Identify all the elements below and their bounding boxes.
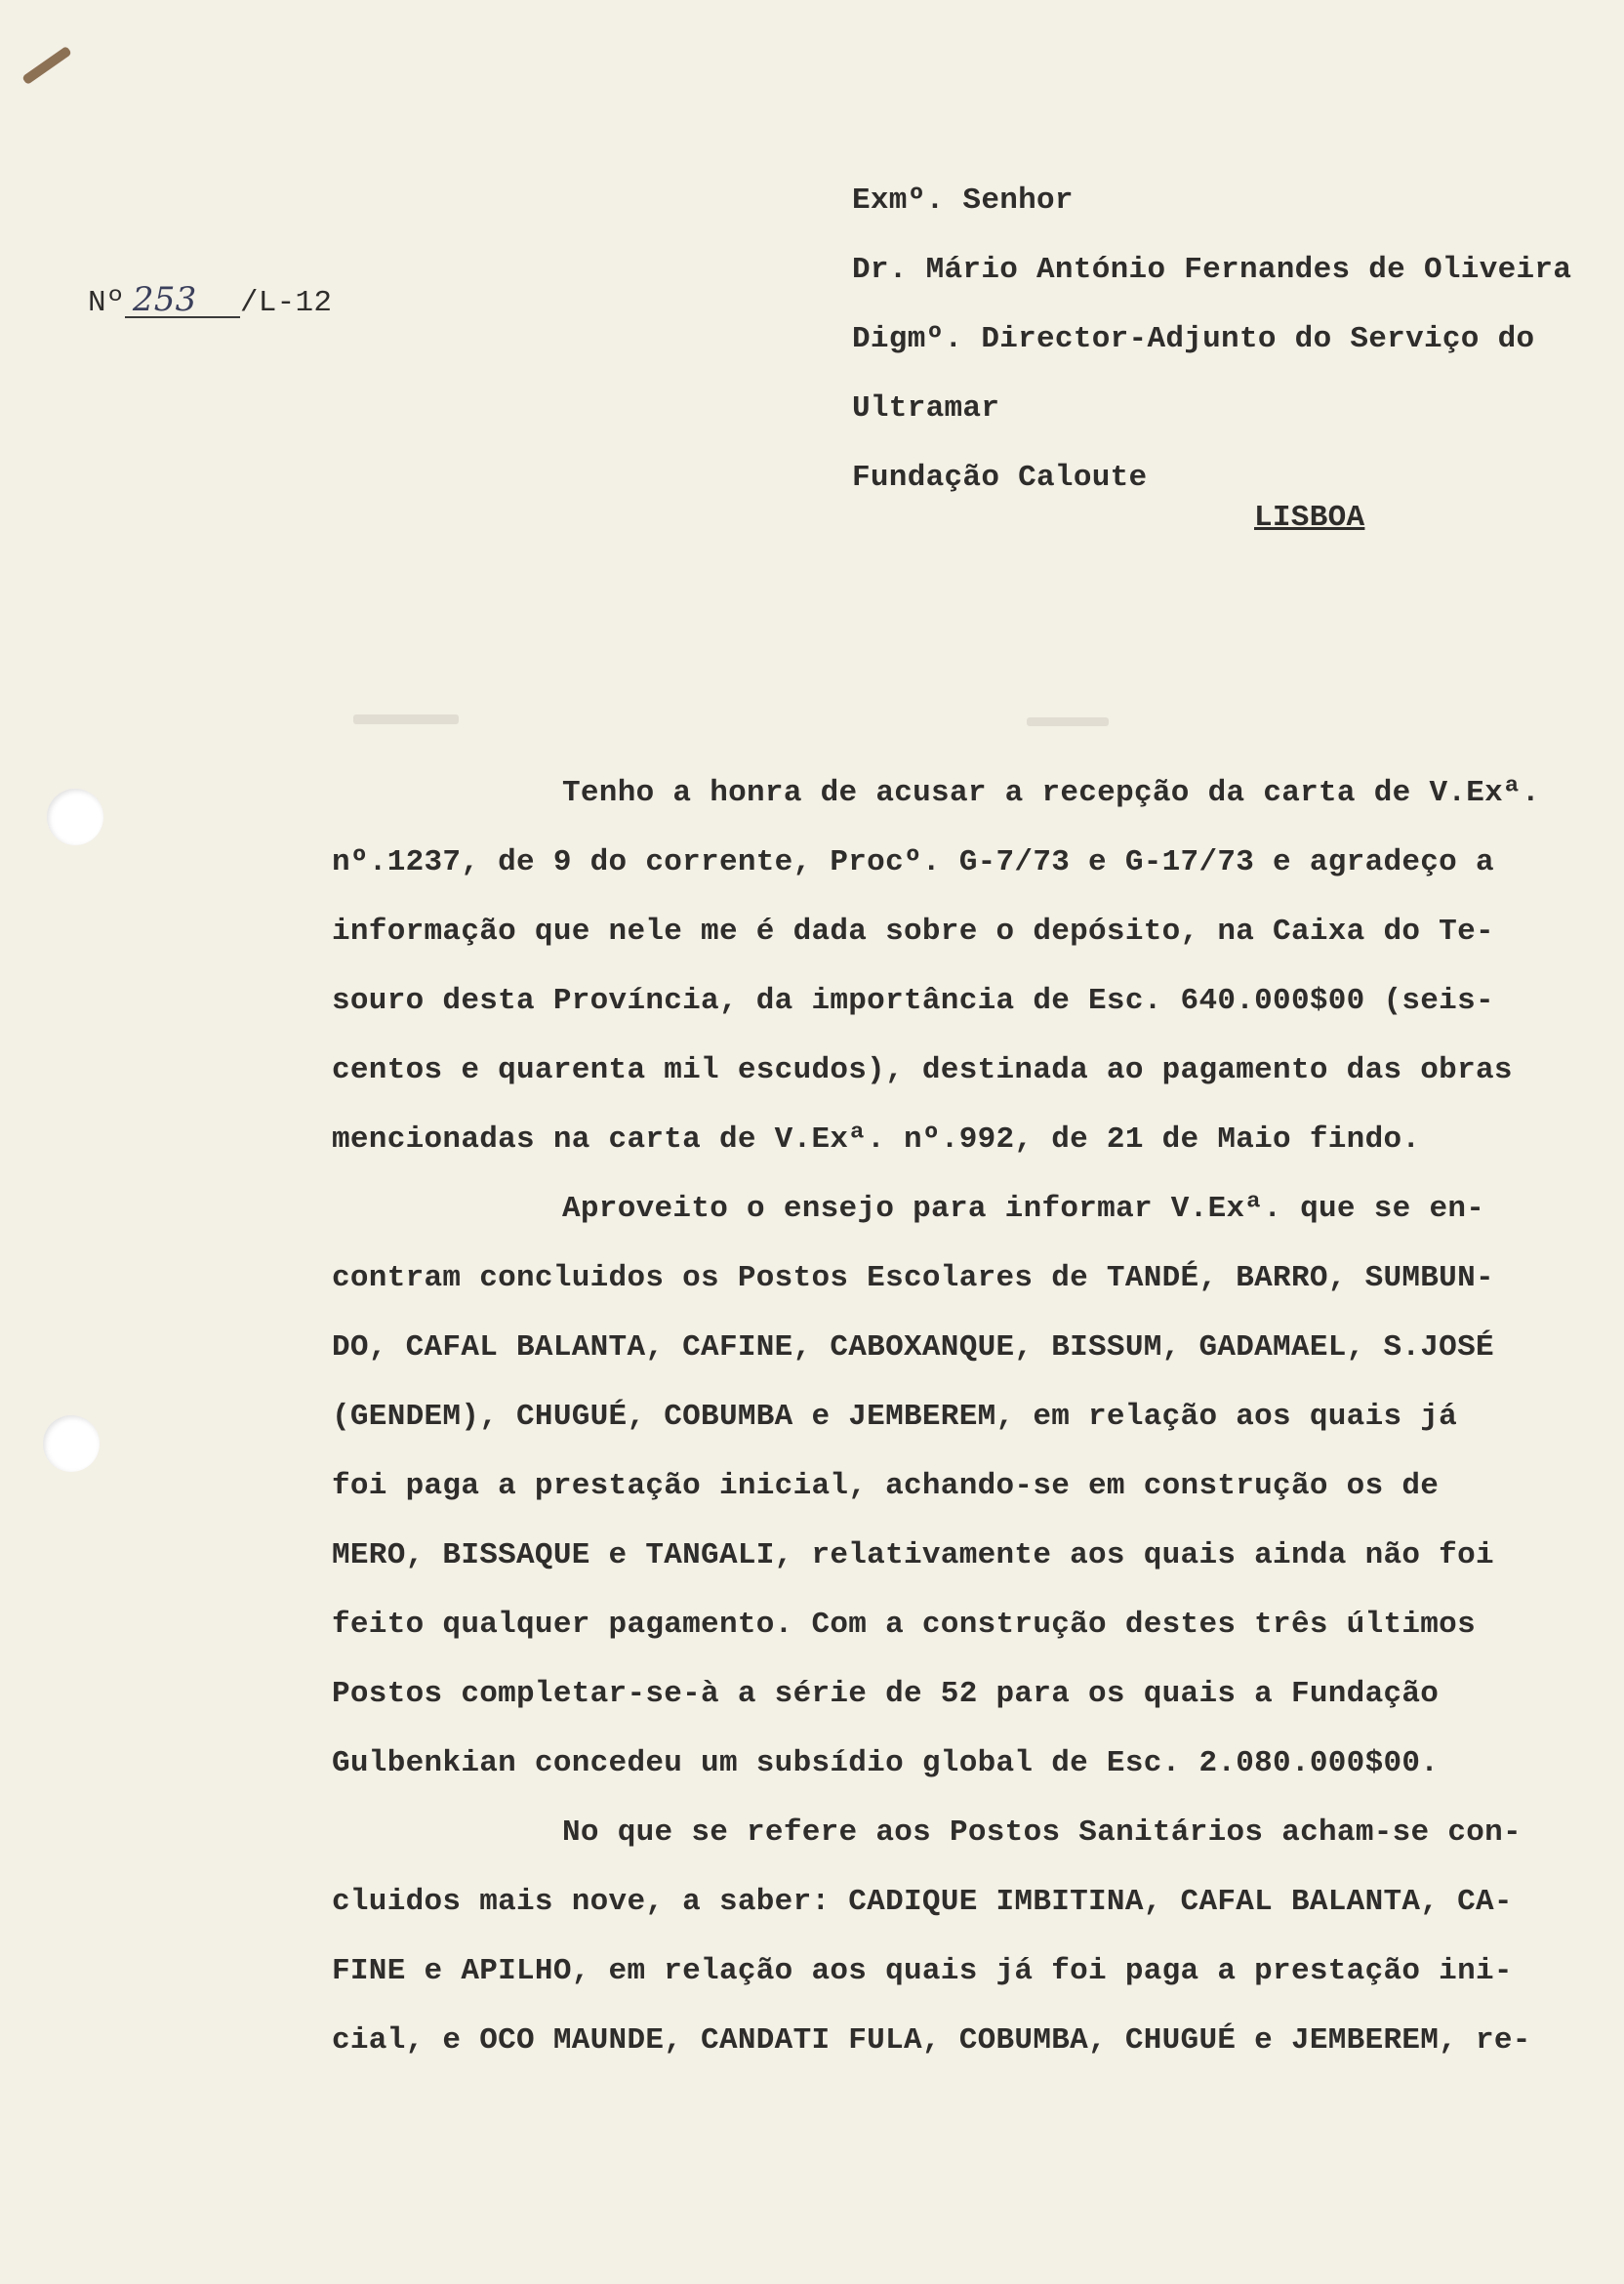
body-line: Tenho a honra de acusar a recepção da carta de V.Exª. (562, 776, 1540, 810)
punch-hole-bottom (43, 1415, 100, 1472)
handwritten-number: 253 (125, 283, 240, 318)
body-line: cluidos mais nove, a saber: CADIQUE IMBITINA, CAFAL BALANTA, CA- (332, 1885, 1513, 1919)
reference-number (88, 268, 332, 338)
addressee-line: Dr. Mário António Fernandes de Oliveira (852, 253, 1572, 287)
body-line: contram concluidos os Postos Escolares de TANDÉ, BARRO, SUMBUN- (332, 1261, 1494, 1295)
body-line: centos e quarenta mil escudos), destinada ao pagamento das obras (332, 1053, 1513, 1087)
addressee-line: Exmº. Senhor (852, 184, 1074, 218)
body-line: foi paga a prestação inicial, achando-se em construção os de (332, 1469, 1440, 1503)
body-line: informação que nele me é dada sobre o depósito, na Caixa do Te- (332, 915, 1494, 949)
addressee-line: Ultramar (852, 391, 1000, 426)
body-line: MERO, BISSAQUE e TANGALI, relativamente aos quais ainda não foi (332, 1538, 1494, 1572)
reference-suffix: /L-12 (239, 286, 333, 320)
body-line: Aproveito o ensejo para informar V.Exª. que se en- (562, 1192, 1485, 1226)
body-line: No que se refere aos Postos Sanitários acham-se con- (562, 1815, 1522, 1850)
punch-hole-top (47, 789, 103, 845)
erased-mark (353, 714, 459, 724)
body-line: Postos completar-se-à a série de 52 para os quais a Fundação (332, 1677, 1440, 1711)
addressee-line: Digmº. Director-Adjunto do Serviço do (852, 322, 1535, 356)
letter-body (332, 758, 1540, 2075)
body-line: mencionadas na carta de V.Exª. nº.992, de 21 de Maio findo. (332, 1122, 1421, 1157)
addressee-line: Fundação Caloute (852, 461, 1148, 495)
body-line: Gulbenkian concedeu um subsídio global de Esc. 2.080.000$00. (332, 1746, 1440, 1780)
body-line: FINE e APILHO, em relação aos quais já foi paga a prestação ini- (332, 1954, 1513, 1988)
body-line: (GENDEM), CHUGUÉ, COBUMBA e JEMBEREM, em relação aos quais já (332, 1400, 1458, 1434)
body-line: feito qualquer pagamento. Com a construção destes três últimos (332, 1608, 1476, 1642)
body-line: souro desta Província, da importância de Esc. 640.000$00 (seis- (332, 984, 1494, 1018)
city-line: LISBOA (1254, 501, 1365, 535)
erased-mark (1027, 717, 1109, 726)
body-line: cial, e OCO MAUNDE, CANDATI FULA, COBUMBA, CHUGUÉ e JEMBEREM, re- (332, 2023, 1531, 2058)
body-line: nº.1237, de 9 do corrente, Procº. G-7/73 e G-17/73 e agradeço a (332, 845, 1494, 879)
addressee-block (852, 166, 1571, 512)
reference-prefix: Nº (88, 286, 125, 320)
ink-mark (21, 46, 72, 85)
body-line: DO, CAFAL BALANTA, CAFINE, CABOXANQUE, BISSUM, GADAMAEL, S.JOSÉ (332, 1330, 1494, 1365)
